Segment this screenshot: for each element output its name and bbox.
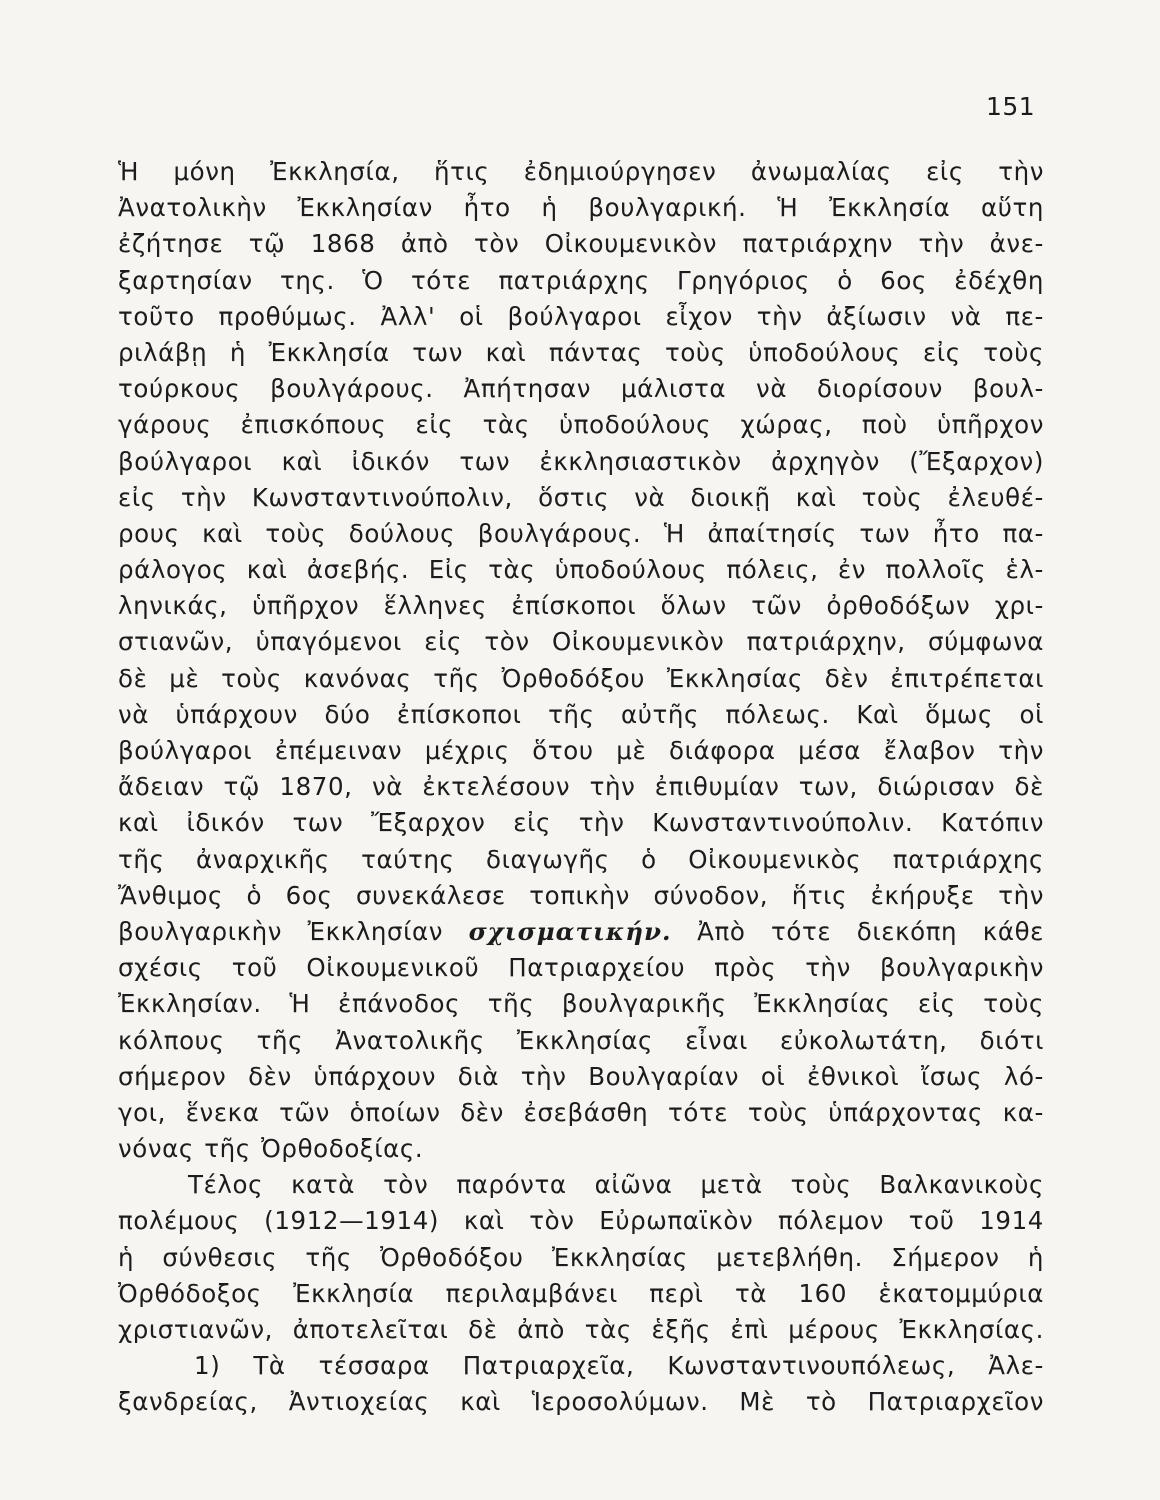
text-line: γάρους ἐπισκόπους εἰς τὰς ὑποδούλους χώρας, ποὺ ὑπῆρχον: [118, 410, 1044, 440]
text-line: Ἄνθιμος ὁ 6ος συνεκάλεσε τοπικὴν σύνοδον, ἥτις ἐκήρυξε τὴν: [118, 880, 1044, 910]
emphasized-word: σχισματικήν.: [468, 916, 672, 946]
text-line: πολέμους (1912—1914) καὶ τὸν Εὐρωπαϊκὸν πόλεμον τοῦ 1914: [118, 1206, 1044, 1236]
text-line: ἄδειαν τῷ 1870, νὰ ἐκτελέσουν τὴν ἐπιθυμίαν των, διώρισαν δὲ: [118, 772, 1044, 802]
text-line: ρους καὶ τοὺς δούλους βουλγάρους. Ἡ ἀπαίτησίς των ἦτο πα-: [118, 518, 1044, 548]
text-line: ξαρτησίαν της. Ὁ τότε πατριάρχης Γρηγόριος ὁ 6ος ἐδέχθη: [118, 265, 1044, 295]
text-line: Ἐκκλησίαν. Ἡ ἐπάνοδος τῆς βουλγαρικῆς Ἐκκλησίας εἰς τοὺς: [118, 989, 1044, 1019]
text-line: Ὀρθόδοξος Ἐκκλησία περιλαμβάνει περὶ τὰ 160 ἑκατομμύρια: [118, 1278, 1044, 1308]
text-line: εἰς τὴν Κωνσταντινούπολιν, ὅστις νὰ διοικῇ καὶ τοὺς ἐλευθέ-: [118, 482, 1044, 512]
text-line-emphasis: [118, 914, 1044, 950]
text-line: Ἡ μόνη Ἐκκλησία, ἥτις ἐδημιούργησεν ἀνωμαλίας εἰς τὴν: [118, 157, 1044, 186]
text-line: ξανδρείας, Ἀντιοχείας καὶ Ἱεροσολύμων. Μὲ τὸ Πατριαρχεῖον: [118, 1387, 1044, 1417]
text-line: καὶ ἰδικόν των Ἔξαρχον εἰς τὴν Κωνσταντινούπολιν. Κατόπιν: [118, 808, 1044, 838]
text-line: ράλογος καὶ ἀσεβής. Εἰς τὰς ὑποδούλους πόλεις, ἐν πολλοῖς ἑλ-: [118, 555, 1044, 585]
text-line: ἐζήτησε τῷ 1868 ἀπὸ τὸν Οἰκουμενικὸν πατριάρχην τὴν ἀνε-: [118, 229, 1044, 259]
text-line: νόνας τῆς Ὀρθοδοξίας.: [118, 1134, 424, 1164]
text-line: στιανῶν, ὑπαγόμενοι εἰς τὸν Οἰκουμενικὸν πατριάρχην, σύμφωνα: [118, 627, 1044, 657]
text-line: κόλπους τῆς Ἀνατολικῆς Ἐκκλησίας εἶναι εὐκολωτάτη, διότι: [118, 1025, 1044, 1055]
text-line: σήμερον δὲν ὑπάρχουν διὰ τὴν Βουλγαρίαν οἱ ἐθνικοὶ ἴσως λό-: [118, 1061, 1044, 1091]
body-text: [118, 154, 1044, 1421]
text-fragment: Ἀπὸ τότε διεκόπη κάθε: [697, 916, 1044, 946]
text-line: ριλάβῃ ἡ Ἐκκλησία των καὶ πάντας τοὺς ὑποδούλους εἰς τοὺς: [118, 337, 1044, 367]
text-line: βούλγαροι καὶ ἰδικόν των ἐκκλησιαστικὸν ἀρχηγὸν (Ἔξαρχον): [118, 446, 1044, 476]
text-fragment: βουλγαρικὴν Ἐκκλησίαν: [118, 916, 444, 946]
text-line: χριστιανῶν, ἀποτελεῖται δὲ ἀπὸ τὰς ἑξῆς ἐπὶ μέρους Ἐκκλησίας.: [118, 1315, 1044, 1344]
list-item-start: 1) Τὰ τέσσαρα Πατριαρχεῖα, Κωνσταντινουπόλεως, Ἀλε-: [194, 1351, 1044, 1381]
text-line: ἡ σύνθεσις τῆς Ὀρθοδόξου Ἐκκλησίας μετεβλήθη. Σήμερον ἡ: [118, 1242, 1044, 1272]
text-line: τούρκους βουλγάρους. Ἀπήτησαν μάλιστα νὰ διορίσουν βουλ-: [118, 374, 1044, 404]
text-line: Ἀνατολικὴν Ἐκκλησίαν ἦτο ἡ βουλγαρική. Ἡ Ἐκκλησία αὕτη: [118, 193, 1044, 223]
text-line: γοι, ἕνεκα τῶν ὁποίων δὲν ἐσεβάσθη τότε τοὺς ὑπάρχοντας κα-: [118, 1097, 1044, 1127]
text-line: σχέσις τοῦ Οἰκουμενικοῦ Πατριαρχείου πρὸς τὴν βουλγαρικὴν: [118, 953, 1044, 983]
text-line: νὰ ὑπάρχουν δύο ἐπίσκοποι τῆς αὐτῆς πόλεως. Καὶ ὅμως οἱ: [118, 699, 1044, 729]
text-line: ληνικάς, ὑπῆρχον ἕλληνες ἐπίσκοποι ὅλων τῶν ὀρθοδόξων χρι-: [118, 591, 1044, 621]
text-line: δὲ μὲ τοὺς κανόνας τῆς Ὀρθοδόξου Ἐκκλησίας δὲν ἐπιτρέπεται: [118, 663, 1044, 693]
paragraph-start: Τέλος κατὰ τὸν παρόντα αἰῶνα μετὰ τοὺς Βαλκανικοὺς: [188, 1170, 1044, 1200]
page-number: 151: [986, 92, 1036, 121]
text-line: τῆς ἀναρχικῆς ταύτης διαγωγῆς ὁ Οἰκουμενικὸς πατριάρχης: [118, 844, 1044, 874]
text-line: τοῦτο προθύμως. Ἀλλ' οἱ βούλγαροι εἶχον τὴν ἀξίωσιν νὰ πε-: [118, 301, 1044, 331]
text-line: βούλγαροι ἐπέμειναν μέχρις ὅτου μὲ διάφορα μέσα ἔλαβον τὴν: [118, 736, 1044, 765]
